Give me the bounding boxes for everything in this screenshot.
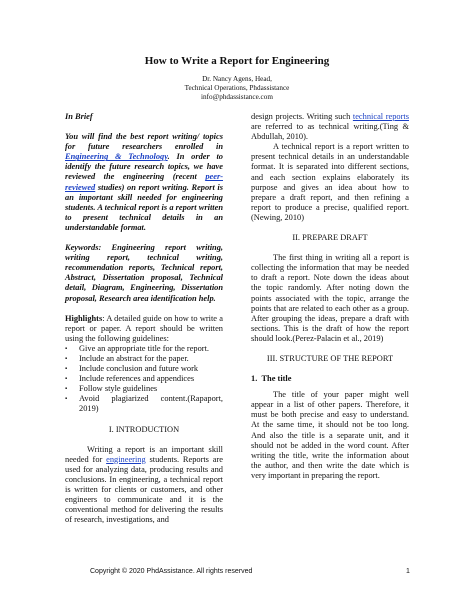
- in-brief-paragraph: You will find the best report writing/ topics for future researchers enrolled in Engineering & Technology. In order to identify the future research topics, we have reviewed the engineering (recent peer-reviewed studies) on report writing. Report is an important skill needed for engineering students. A technical report is a report written to present technical details in an understandable format.: [65, 132, 223, 232]
- right-column: [251, 112, 409, 481]
- list-item: ▪ Include conclusion and future work: [65, 364, 199, 374]
- title-paragraph: The title of your paper might well appear in a list of other papers. Therefore, it must be both precise and easy to understand. At the same time, it should not be too long. And also the title is a separate unit, and it should not be added in the word count. After writing the title, write the information about the author, and then write the date which is very important in preparing the report.: [251, 390, 409, 480]
- title-subheading: 1. The title: [251, 374, 292, 384]
- footer-copyright: Copyright © 2020 PhdAssistance. All rights reserved: [90, 568, 253, 575]
- author-name: Dr. Nancy Agens, Head,: [202, 75, 272, 83]
- page-number: 1: [406, 568, 410, 575]
- bullet-icon: ▪: [65, 386, 68, 393]
- bullet-icon: ▪: [65, 355, 68, 362]
- list-item: ▪ Follow style guidelines: [65, 384, 158, 394]
- highlights-label: Highlights: [65, 313, 103, 323]
- bullet-icon: ▪: [65, 366, 68, 373]
- introduction-heading: I. INTRODUCTION: [108, 424, 180, 434]
- technical-reports-link[interactable]: technical reports: [352, 112, 409, 121]
- author-affiliation: Technical Operations, Phdassistance: [184, 84, 290, 92]
- bullet-icon: ▪: [65, 345, 68, 352]
- prepare-draft-paragraph: The first thing in writing all a report is collecting the information that may be needed to draft a report. Note down the ideas about the topic randomly. After noting down the points associated with the topic, arrange the points that are related to each other as a group. After grouping the ideas, prepare a draft with sections. This is the draft of how the report should look.(Perez-Palacin et al., 2019): [251, 253, 409, 343]
- author-block: [0, 75, 474, 102]
- technical-report-paragraph: A technical report is a report written to present technical details in an understandable format. It is separated into different sections, and each section explains elaborately its purpose and gives an idea about how to prepare a draft report, and then refining a report to produce a precise, qualified report.(Newing, 2010): [251, 142, 409, 222]
- introduction-paragraph: Writing a report is an important skill needed for engineering students. Reports are used for analyzing data, producing results and conclusions. In engineering, a technical report is written for clients or customers, and other engineers to communicate and it is the conventional method for delivering the results of research, investigations, and: [65, 444, 223, 525]
- highlights-list: [65, 344, 223, 415]
- left-column: [65, 112, 223, 525]
- list-item: ▪ Include references and appendices: [65, 374, 195, 384]
- engineering-link[interactable]: engineering: [106, 454, 146, 464]
- list-item: ▪ Avoid plagiarized content.(Rapaport, 2019): [65, 394, 223, 414]
- structure-heading: III. STRUCTURE OF THE REPORT: [266, 353, 394, 363]
- list-item: ▪ Include an abstract for the paper.: [65, 353, 189, 363]
- author-email: info@phdassistance.com: [201, 93, 273, 101]
- engineering-technology-link[interactable]: Engineering & Technology: [65, 152, 168, 162]
- intro-continuation-paragraph: design projects. Writing such technical reports are referred to as technical writing.(Ting & Abdullah, 2010).: [251, 112, 409, 142]
- bullet-icon: ▪: [65, 376, 68, 383]
- peer-reviewed-link[interactable]: peer-reviewed: [65, 172, 223, 192]
- bullet-icon: ▪: [65, 396, 68, 403]
- prepare-draft-heading: II. PREPARE DRAFT: [292, 233, 368, 243]
- keywords-paragraph: Keywords: Engineering report writing, writing report, technical writing, recommendation reports, Technical report, Abstract, Dissertation proposal, Technical detail, Diagram, Engineering, Dissertation proposal, Research area identification help.: [65, 243, 223, 303]
- in-brief-heading: In Brief: [65, 112, 93, 121]
- highlights-paragraph: Highlights: A detailed guide on how to write a report or paper. A report should be written using the following guidelines:: [65, 313, 223, 343]
- paper-title: How to Write a Report for Engineering: [144, 55, 330, 67]
- list-item: ▪ Give an appropriate title for the report.: [65, 343, 209, 353]
